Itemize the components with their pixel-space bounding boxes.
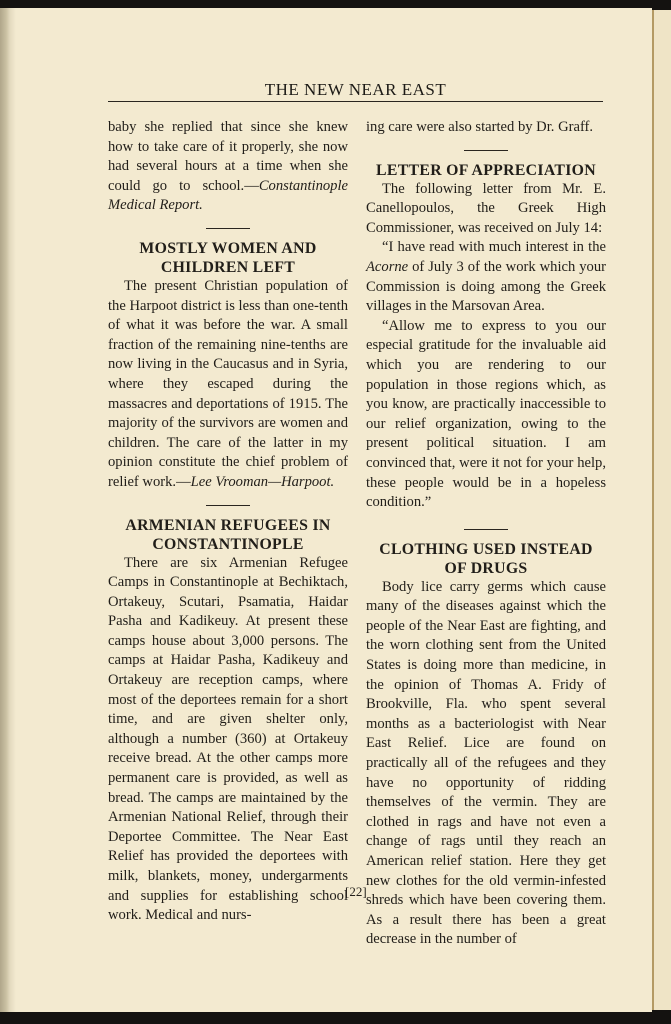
left-column bbox=[108, 118, 348, 926]
facing-page-edge bbox=[652, 10, 671, 1010]
quote-text: “I have read with much interest in the bbox=[382, 239, 606, 256]
quote-paragraph: “Allow me to express to you our especial gratitude for the invaluable aid which you are rendering to our population in those regions which, as you know, are practically inaccessible to our relief organization, owing to the present political situation. I am convinced that, were it not for your help, these people would be in a hopeless condition.” bbox=[366, 317, 606, 511]
publication-name: Acorne bbox=[366, 258, 409, 275]
continuation-text: baby she replied that since she knew how to take care of it properly, she now had several hours at a time when she could go to school.— bbox=[108, 119, 348, 194]
article-paragraph: There are six Armenian Refugee Camps in Constantinople at Bechiktach, Ortakeuy, Scutari, Psamatia, Haidar Pasha and Kadikeuy. At present these camps house about 3,000 persons. The camps at Haidar Pasha, Kadikeuy and Ortakeuy are reception camps, where most of the deportees remain for a short time, and are given shelter only, although a number (360) at Ortakeuy receive bread. At the other camps more permanent care is provided, as well as bread. The camps are maintained by the Armenian National Relief, through their Deportee Committee. The Near East Relief has provided the deportees with milk, blankets, money, undergarments and supplies for establishing school work. Medical and nurs- bbox=[108, 554, 348, 924]
continuation-paragraph bbox=[108, 118, 348, 216]
source-attribution: Lee Vrooman—Harpoot. bbox=[190, 473, 335, 490]
article-paragraph bbox=[108, 277, 348, 493]
article-paragraph: Body lice carry germs which cause many of the diseases against which the people of the Near East are fighting, and the worn clothing sent from the United States is doing more than medicine, in the opinion of Thomas A. Fridy of Brookville, Fla. who spent several months as a bacteriologist with Near East Relief. Lice are found on practically all of the refugees and they have no opportunity of ridding themselves of the vermin. They are clothed in rags and have not even a change of rags until they reach an American relief station. Here they get new clothes for the old vermin-infested shreds which have been covering them. As a result there has been a great decrease in the number of bbox=[366, 578, 606, 948]
section-separator bbox=[206, 505, 250, 506]
right-column bbox=[366, 118, 606, 950]
article-heading: LETTER OF APPRECIATION bbox=[376, 161, 596, 179]
article-heading: MOSTLY WOMEN AND CHILDREN LEFT bbox=[139, 239, 317, 276]
quote-text: of July 3 of the work which your Commission is doing among the Greek villages in the Marsovan Area. bbox=[366, 258, 606, 315]
running-head: THE NEW NEAR EAST bbox=[264, 80, 447, 99]
section-separator bbox=[464, 150, 508, 151]
article-paragraph: The following letter from Mr. E. Canellopoulos, the Greek High Commissioner, was received on July 14: bbox=[366, 180, 606, 236]
source-attribution: Constantinople Medical Report. bbox=[108, 177, 348, 214]
article-heading: CLOTHING USED INSTEAD OF DRUGS bbox=[379, 540, 593, 577]
section-separator bbox=[206, 228, 250, 229]
quote-paragraph bbox=[366, 238, 606, 316]
header-rule bbox=[108, 101, 603, 102]
continuation-paragraph: ing care were also started by Dr. Graff. bbox=[366, 119, 594, 135]
paragraph-text: The present Christian population of the Harpoot district is less than one-tenth of what it was before the war. A small fraction of the remaining nine-tenths are now living in the Caucasus and in Syria, where they escaped during the massacres and deportations of 1915. The majority of the survivors are women and children. The care of the latter in my opinion constitute the chief problem of relief work.— bbox=[108, 277, 348, 490]
section-separator bbox=[464, 529, 508, 530]
article-heading: ARMENIAN REFUGEES IN CONSTANTINOPLE bbox=[125, 516, 331, 553]
page-number: [22] bbox=[345, 884, 367, 899]
